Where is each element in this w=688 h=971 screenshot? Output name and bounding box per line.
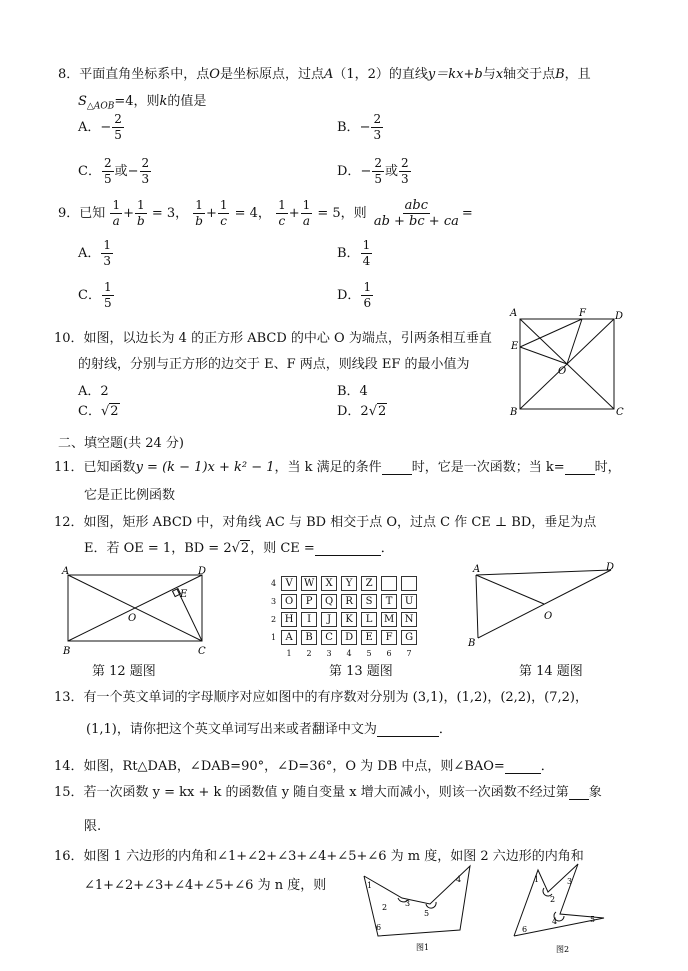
grid-cell: I (301, 612, 317, 627)
label-o: O (128, 613, 137, 624)
fig13-letter-grid (266, 573, 421, 662)
grid-cell: X (321, 576, 337, 591)
q15-stem-line2: 限. (84, 819, 102, 834)
grid-cell: P (301, 594, 317, 609)
label-c: C (616, 407, 624, 418)
figure2-caption: 图2 (556, 945, 570, 954)
grid-cell: U (401, 594, 417, 609)
q9-option-c: C． $\frac{1}{5}$ (78, 280, 112, 310)
q9-option-d: D． $\frac{1}{6}$ (337, 280, 372, 310)
q8-stem-line2: $S_{\triangle AOB}=4$，则k的值是 (78, 94, 207, 112)
label-a: A (510, 308, 518, 319)
q11-stem-line1: 11．已知函数y = (k − 1)x + k² − 1，当 k 满足的条件 时，它是一次函数；当 k= 时， (54, 460, 621, 475)
grid-cell: Q (321, 594, 337, 609)
grid-cell: M (381, 612, 397, 627)
angle-4: 4 (456, 875, 462, 884)
label-f: F (579, 308, 586, 319)
figure1-caption: 图1 (416, 943, 430, 952)
angle-5: 5 (424, 909, 430, 918)
grid-col-label: 3 (326, 649, 332, 658)
label-d: D (615, 311, 624, 322)
label-a: A (473, 564, 481, 575)
fig13-caption: 第 13 题图 (329, 664, 393, 679)
q9-option-b: B． $\frac{1}{4}$ (337, 238, 371, 268)
grid-row-label: 1 (271, 633, 277, 642)
grid-cell: T (381, 594, 397, 609)
grid-cell: H (281, 612, 297, 627)
grid-row-label: 3 (271, 597, 277, 606)
grid-cell: L (361, 612, 377, 627)
grid-cell: K (341, 612, 357, 627)
q10-option-c: C．√2 (78, 404, 119, 419)
grid-cell: A (281, 630, 297, 645)
q10-option-d: D．2√2 (337, 404, 387, 419)
grid-cell: S (361, 594, 377, 609)
q15-stem-line1: 15．若一次函数 y = kx + k 的函数值 y 随自变量 x 增大而减小，则该一次函数不经过第 象 (54, 785, 602, 800)
grid-cell: N (401, 612, 417, 627)
grid-col-label: 6 (386, 649, 392, 658)
q8-option-c: C． $\frac{2}{5}$ 或− $\frac{2}{3}$ (78, 156, 150, 186)
q16-stem-line1: 16．如图 1 六边形的内角和∠1+∠2+∠3+∠4+∠5+∠6 为 m 度，如图 2 六边形的内角和 (54, 849, 584, 864)
q11-stem-line2: 它是正比例函数 (84, 488, 176, 503)
grid-col-label: 4 (346, 649, 352, 658)
q10-square-figure (508, 307, 624, 419)
angle-5: 5 (590, 915, 596, 924)
label-e: E (511, 341, 519, 352)
label-b: B (63, 646, 71, 657)
angle-6: 6 (522, 925, 528, 934)
grid-cell: R (341, 594, 357, 609)
grid-cell: B (301, 630, 317, 645)
q8-option-b: B．− $\frac{2}{3}$ (337, 112, 382, 142)
q8-stem-line1: 8．平面直角坐标系中，点O是坐标原点，过点A（1，2）的直线y＝kx+b与x轴交于点B，且 (58, 67, 591, 82)
label-o: O (558, 366, 567, 377)
fig12-caption: 第 12 题图 (92, 664, 156, 679)
label-e: E (180, 589, 188, 600)
label-a: A (62, 566, 70, 577)
grid-cell: Z (361, 576, 377, 591)
grid-cell (401, 576, 417, 591)
fig12-rectangle (60, 565, 215, 657)
grid-cell: V (281, 576, 297, 591)
q9-option-a: A． $\frac{1}{3}$ (78, 238, 112, 268)
q16-stem-line2: ∠1+∠2+∠3+∠4+∠5+∠6 为 n 度，则 (84, 878, 327, 893)
grid-cell: W (301, 576, 317, 591)
fig14-triangle (466, 560, 624, 650)
grid-col-label: 5 (366, 649, 372, 658)
angle-2: 2 (382, 903, 388, 912)
q10-stem-line2: 的射线，分别与正方形的边交于 E、F 两点，则线段 EF 的最小值为 (78, 357, 470, 372)
q13-stem-line2: (1,1)，请你把这个英文单词写出来或者翻译中文为 ． (86, 722, 452, 737)
grid-cell: J (321, 612, 337, 627)
q10-stem-line1: 10．如图，以边长为 4 的正方形 ABCD 的中心 O 为端点，引两条相互垂直 (54, 331, 492, 346)
angle-1: 1 (534, 875, 540, 884)
fig14-caption: 第 14 题图 (519, 664, 583, 679)
grid-cell: Y (341, 576, 357, 591)
angle-2: 2 (550, 895, 556, 904)
label-c: C (198, 646, 206, 657)
label-o: O (544, 611, 553, 622)
q14-stem: 14．如图，Rt△DAB，∠DAB=90°，∠D=36°，O 为 DB 中点，则∠BAO= ． (54, 759, 554, 774)
angle-3: 3 (405, 899, 411, 908)
grid-col-label: 2 (306, 649, 312, 658)
grid-cell (381, 576, 397, 591)
grid-cell: O (281, 594, 297, 609)
q12-stem-line1: 12．如图，矩形 ABCD 中，对角线 AC 与 BD 相交于点 O，过点 C 作 CE ⊥ BD，垂足为点 (54, 515, 597, 530)
grid-cell: G (401, 630, 417, 645)
section-heading: 二、填空题(共 24 分) (58, 436, 184, 451)
q9-stem: 9．已知 $\frac{1}{a}$ + $\frac{1}{b}$ = 3， $\frac{1}{b}$ + $\frac{1}{c}$ = 4， $\frac{1}{c}$ + $\frac{1}{a}$ = 5，则 $\frac{\text{abc}}{ab + bc + ca}$ = (58, 198, 473, 229)
q12-stem-line2: E．若 OE = 1，BD = 2√2，则 CE = ． (84, 541, 394, 556)
label-b: B (468, 638, 476, 649)
angle-3: 3 (567, 877, 573, 886)
grid-cell: F (381, 630, 397, 645)
angle-4: 4 (552, 917, 558, 926)
label-d: D (606, 562, 615, 573)
q8-option-a: A．− $\frac{2}{5}$ (78, 112, 122, 142)
q10-option-b: B．4 (337, 384, 368, 399)
label-b: B (510, 407, 518, 418)
grid-cell: E (361, 630, 377, 645)
q10-option-a: A．2 (78, 384, 109, 399)
q16-figure2 (508, 856, 618, 956)
grid-col-label: 7 (406, 649, 412, 658)
grid-cell: C (321, 630, 337, 645)
grid-col-label: 1 (286, 649, 292, 658)
angle-6: 6 (376, 923, 382, 932)
q16-figure1 (358, 858, 478, 956)
grid-row-label: 2 (271, 615, 277, 624)
grid-cell: D (341, 630, 357, 645)
grid-row-label: 4 (271, 579, 277, 588)
label-d: D (198, 566, 207, 577)
q8-option-d: D．− $\frac{2}{5}$ 或 $\frac{2}{3}$ (337, 156, 409, 186)
q13-stem-line1: 13．有一个英文单词的字母顺序对应如图中的有序数对分别为 (3,1)，(1,2)，(2,2)，(7,2)， (54, 690, 588, 705)
angle-1: 1 (367, 881, 373, 890)
